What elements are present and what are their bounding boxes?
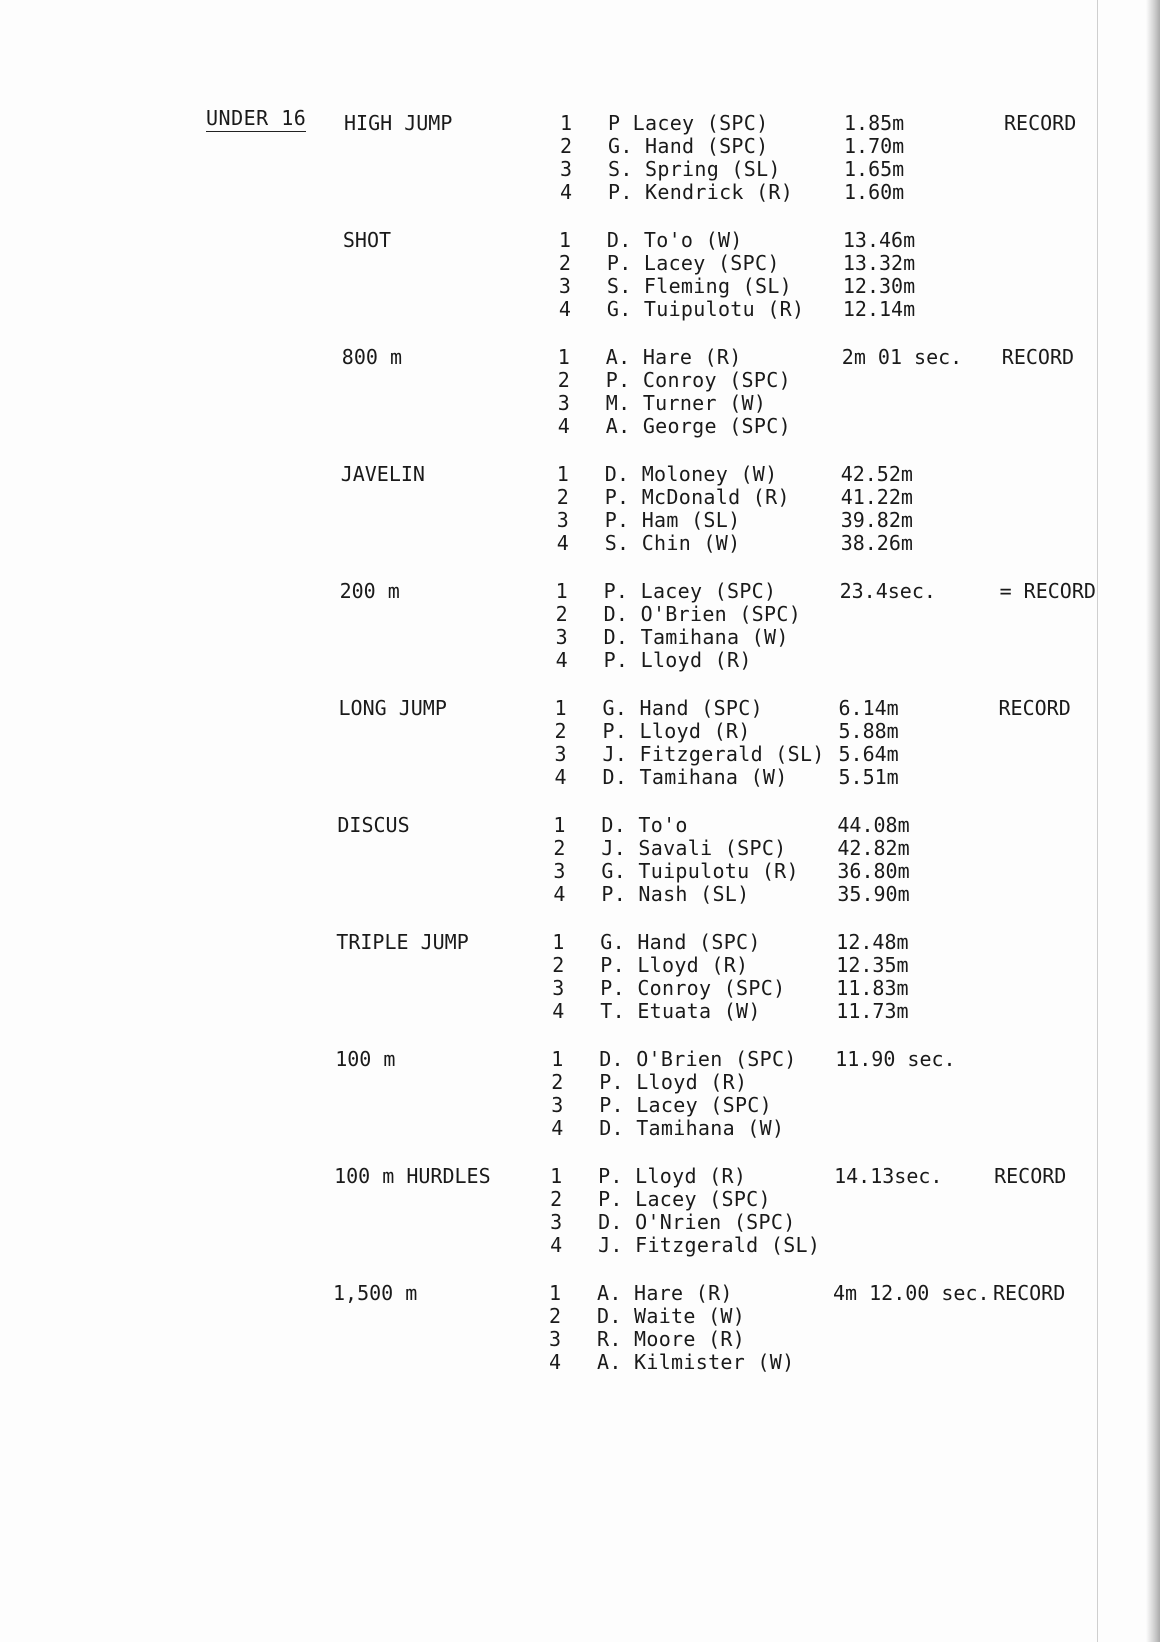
athlete-name: D. To'o <box>601 813 688 837</box>
placing-row <box>551 1048 1160 1071</box>
placing-row <box>552 1000 1160 1023</box>
placing-number: 4 <box>554 765 567 789</box>
placing-number: 1 <box>551 1047 564 1071</box>
athlete-name: S. Fleming (SL) <box>606 274 793 298</box>
placing-number: 3 <box>557 391 570 415</box>
placing-number: 1 <box>550 1164 563 1188</box>
performance-value: 1.65m <box>844 157 905 181</box>
placing-row <box>558 369 1160 392</box>
placing-row <box>553 860 1160 883</box>
placing-number: 3 <box>550 1210 563 1234</box>
placing-row <box>555 720 1160 743</box>
performance-value: 42.52m <box>840 462 913 486</box>
placing-row <box>553 883 1160 906</box>
record-note: RECORD <box>1004 111 1077 135</box>
placing-number: 4 <box>552 999 565 1023</box>
placing-row <box>550 1234 1160 1257</box>
placing-row <box>549 1328 1160 1351</box>
event-name: SHOT <box>342 228 392 252</box>
performance-value: 5.51m <box>838 765 899 789</box>
performance-value: 2m 01 sec. <box>841 345 963 369</box>
record-note: RECORD <box>1001 345 1075 369</box>
placing-row <box>558 346 1160 369</box>
placing-number: 4 <box>555 648 568 672</box>
placing-row <box>549 1351 1160 1374</box>
athlete-name: P. Lacey (SPC) <box>598 1187 771 1211</box>
record-note: RECORD <box>993 1281 1066 1305</box>
athlete-name: D. O'Brien (SPC) <box>603 602 802 626</box>
athlete-name: D. O'Brien (SPC) <box>599 1047 797 1071</box>
event-name: JAVELIN <box>340 462 425 486</box>
placing-number: 4 <box>556 531 569 555</box>
event-name: 100 m <box>335 1047 396 1071</box>
athlete-name: A. Hare (R) <box>597 1281 733 1305</box>
placing-row <box>550 1165 1160 1188</box>
athlete-name: G. Hand (SPC) <box>602 696 763 720</box>
placing-row <box>558 392 1160 415</box>
performance-value: 12.30m <box>842 274 916 298</box>
athlete-name: P. Lloyd (R) <box>603 648 752 672</box>
placing-number: 1 <box>554 696 567 720</box>
performance-value: 44.08m <box>837 813 910 837</box>
placing-number: 2 <box>555 602 568 626</box>
athlete-name: P. Lloyd (R) <box>598 1164 747 1188</box>
placing-number: 4 <box>551 1116 564 1140</box>
athlete-name: D. O'Nrien (SPC) <box>598 1210 796 1234</box>
placing-number: 4 <box>558 297 571 321</box>
placing-row <box>549 1305 1160 1328</box>
performance-value: 36.80m <box>837 859 910 883</box>
placing-row <box>559 275 1160 298</box>
athlete-name: D. Tamihana (W) <box>602 765 788 789</box>
athlete-name: D. Waite (W) <box>597 1304 746 1328</box>
athlete-name: P. Lacey (SPC) <box>603 579 777 603</box>
performance-value: 42.82m <box>837 836 910 860</box>
performance-value: 11.90 sec. <box>835 1047 956 1071</box>
performance-value: 13.32m <box>842 251 916 275</box>
athlete-name: A. Kilmister (W) <box>597 1350 795 1374</box>
performance-value: 5.64m <box>838 742 899 766</box>
placing-row <box>553 814 1160 837</box>
placing-number: 4 <box>557 414 570 438</box>
placing-row <box>551 1094 1160 1117</box>
placing-number: 3 <box>552 976 565 1000</box>
athlete-name: P. Kendrick (R) <box>608 180 794 204</box>
athlete-name: D. Tamihana (W) <box>599 1116 785 1140</box>
athlete-name: S. Spring (SL) <box>608 157 781 181</box>
athlete-name: P. Lloyd (R) <box>600 953 749 977</box>
placing-row <box>559 298 1160 321</box>
placing-row <box>557 486 1160 509</box>
athlete-name: S. Chin (W) <box>604 531 741 555</box>
athlete-name: R. Moore (R) <box>597 1327 746 1351</box>
placing-row <box>559 229 1160 252</box>
placing-row <box>557 532 1160 555</box>
event-name: DISCUS <box>337 813 410 837</box>
athlete-name: J. Fitzgerald (SL) <box>598 1233 821 1257</box>
placing-row <box>559 252 1160 275</box>
performance-value: 41.22m <box>840 485 913 509</box>
placing-row <box>560 112 1160 135</box>
placing-number: 3 <box>549 1327 562 1351</box>
placing-number: 4 <box>560 180 573 204</box>
athlete-name: G. Tuipulotu (R) <box>606 297 805 321</box>
placing-number: 1 <box>560 111 573 135</box>
placing-number: 4 <box>549 1350 562 1374</box>
placing-number: 3 <box>555 625 568 649</box>
placing-row <box>556 603 1160 626</box>
placing-number: 2 <box>556 485 569 509</box>
placing-number: 3 <box>558 274 571 298</box>
placing-number: 3 <box>551 1093 564 1117</box>
athlete-name: D. Tamihana (W) <box>603 625 789 649</box>
placing-number: 4 <box>553 882 566 906</box>
athlete-name: P. Lloyd (R) <box>599 1070 748 1094</box>
placing-number: 2 <box>557 368 570 392</box>
placing-row <box>555 766 1160 789</box>
placing-row <box>551 1071 1160 1094</box>
performance-value: 1.60m <box>844 180 905 204</box>
placing-row <box>560 158 1160 181</box>
placing-row <box>557 509 1160 532</box>
placing-number: 4 <box>550 1233 563 1257</box>
division-heading: UNDER 16 <box>206 106 307 130</box>
performance-value: 12.14m <box>842 297 916 321</box>
athlete-name: A. Hare (R) <box>605 345 742 369</box>
event-name: LONG JUMP <box>338 696 447 720</box>
performance-value: 23.4sec. <box>839 579 936 603</box>
placing-number: 2 <box>560 134 573 158</box>
placing-row <box>549 1282 1160 1305</box>
placing-row <box>558 415 1160 438</box>
placing-row <box>556 626 1160 649</box>
placing-number: 3 <box>556 508 569 532</box>
event-name: 1,500 m <box>333 1281 418 1305</box>
placing-number: 1 <box>553 813 566 837</box>
athlete-name: J. Savali (SPC) <box>601 836 787 860</box>
placing-row <box>560 135 1160 158</box>
athlete-name: P. Lloyd (R) <box>602 719 751 743</box>
placing-number: 2 <box>553 836 566 860</box>
athlete-name: D. Moloney (W) <box>604 462 778 486</box>
placing-row <box>555 697 1160 720</box>
placing-row <box>552 931 1160 954</box>
performance-value: 14.13sec. <box>834 1164 943 1188</box>
athlete-name: P. Lacey (SPC) <box>599 1093 772 1117</box>
placing-number: 3 <box>560 157 573 181</box>
performance-value: 4m 12.00 sec. <box>833 1281 990 1305</box>
placing-row <box>550 1188 1160 1211</box>
performance-value: 38.26m <box>840 531 913 555</box>
placing-row <box>551 1117 1160 1140</box>
performance-value: 12.35m <box>836 953 909 977</box>
event-name: HIGH JUMP <box>344 111 453 135</box>
athlete-name: D. To'o (W) <box>606 228 743 252</box>
placing-number: 1 <box>556 462 569 486</box>
athlete-name: G. Tuipulotu (R) <box>601 859 799 883</box>
athlete-name: P. Nash (SL) <box>601 882 750 906</box>
event-name: 100 m HURDLES <box>334 1164 491 1188</box>
event-name: 800 m <box>341 345 403 369</box>
athlete-name: P. Conroy (SPC) <box>605 368 791 392</box>
placing-row <box>556 580 1160 603</box>
placing-number: 2 <box>550 1187 563 1211</box>
performance-value: 1.70m <box>844 134 905 158</box>
performance-value: 11.73m <box>836 999 909 1023</box>
athlete-name: P. Lacey (SPC) <box>606 251 780 275</box>
athlete-name: T. Etuata (W) <box>600 999 761 1023</box>
placing-row <box>560 181 1160 204</box>
performance-value: 5.88m <box>838 719 899 743</box>
placing-number: 2 <box>551 1070 564 1094</box>
placing-row <box>550 1211 1160 1234</box>
placing-number: 1 <box>555 579 568 603</box>
placing-number: 3 <box>554 742 567 766</box>
placing-row <box>557 463 1160 486</box>
placing-row <box>555 743 1160 766</box>
placing-row <box>552 977 1160 1000</box>
placing-number: 1 <box>549 1281 562 1305</box>
event-name: 200 m <box>339 579 400 603</box>
record-note: RECORD <box>994 1164 1067 1188</box>
placing-number: 1 <box>557 345 570 369</box>
record-note: RECORD <box>998 696 1071 720</box>
performance-value: 1.85m <box>844 111 905 135</box>
athlete-name: P. Conroy (SPC) <box>600 976 786 1000</box>
placing-number: 2 <box>558 251 571 275</box>
placing-number: 1 <box>558 228 571 252</box>
placing-number: 1 <box>552 930 565 954</box>
event-name: TRIPLE JUMP <box>336 930 469 954</box>
performance-value: 11.83m <box>836 976 909 1000</box>
performance-value: 13.46m <box>842 228 916 252</box>
record-note: = RECORD <box>999 579 1096 603</box>
athlete-name: M. Turner (W) <box>605 391 767 415</box>
athlete-name: P. Ham (SL) <box>604 508 741 532</box>
placing-row <box>552 954 1160 977</box>
athlete-name: G. Hand (SPC) <box>600 930 761 954</box>
athlete-name: A. George (SPC) <box>605 414 791 438</box>
performance-value: 12.48m <box>836 930 909 954</box>
placing-row <box>553 837 1160 860</box>
placing-number: 3 <box>553 859 566 883</box>
performance-value: 35.90m <box>837 882 910 906</box>
athlete-name: G. Hand (SPC) <box>608 134 769 158</box>
performance-value: 6.14m <box>838 696 899 720</box>
placing-row <box>556 649 1160 672</box>
placing-number: 2 <box>552 953 565 977</box>
performance-value: 39.82m <box>840 508 913 532</box>
athlete-name: P Lacey (SPC) <box>608 111 769 135</box>
placing-number: 2 <box>554 719 567 743</box>
placing-number: 2 <box>549 1304 562 1328</box>
athlete-name: J. Fitzgerald (SL) <box>602 742 825 766</box>
athlete-name: P. McDonald (R) <box>604 485 790 509</box>
